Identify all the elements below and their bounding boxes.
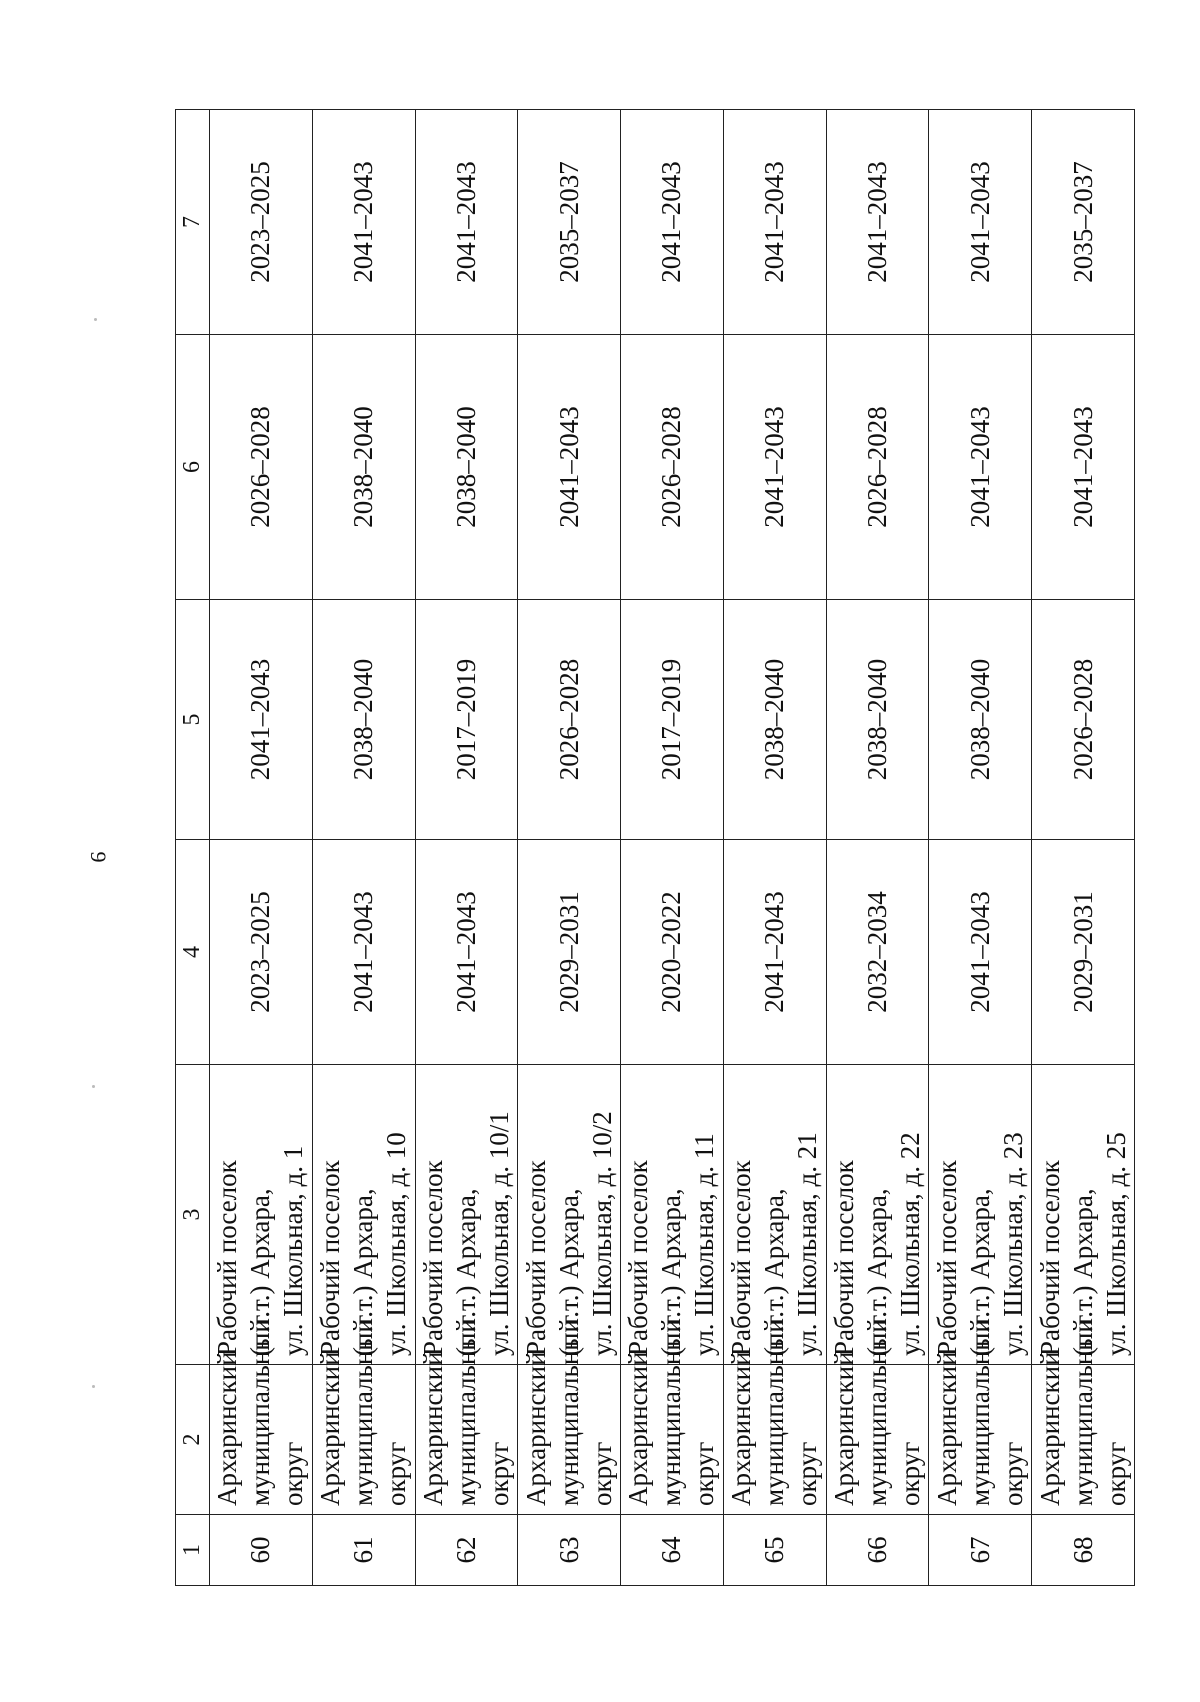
address-line: ул. Школьная, д. 10 (381, 1132, 412, 1356)
table-row (312, 110, 415, 1586)
address-line: ул. Школьная, д. 25 (1100, 1132, 1131, 1356)
address-line: (п.г.т.) Архара, (964, 1188, 995, 1356)
period-cell-6: 2041–2043 (518, 335, 621, 600)
municipality-line: округ (894, 1441, 925, 1506)
period-cell-7: 2041–2043 (723, 110, 826, 335)
address-line: ул. Школьная, д. 22 (894, 1132, 925, 1356)
row-number: 67 (929, 1515, 1032, 1586)
address-line: Рабочий поселок (520, 1160, 551, 1356)
address-line: ул. Школьная, д. 10/2 (586, 1111, 617, 1356)
period-cell-5: 2026–2028 (518, 600, 621, 840)
schedule-table (175, 109, 1135, 1586)
row-number: 61 (312, 1515, 415, 1586)
address-cell (929, 1065, 1032, 1365)
period-cell-4: 2020–2022 (621, 840, 724, 1065)
municipality-line: муниципальный (656, 1318, 687, 1506)
municipality-line: муниципальный (245, 1318, 276, 1506)
address-cell (312, 1065, 415, 1365)
municipality-cell (210, 1318, 313, 1515)
period-cell-6: 2041–2043 (1032, 335, 1135, 600)
column-header-7: 7 (176, 110, 210, 335)
municipality-line: округ (278, 1441, 309, 1506)
municipality-line: округ (1100, 1441, 1131, 1506)
period-cell-5: 2038–2040 (723, 600, 826, 840)
scan-speck (94, 318, 97, 321)
municipality-cell (312, 1318, 415, 1515)
period-cell-5: 2017–2019 (621, 600, 724, 840)
period-cell-7: 2041–2043 (929, 110, 1032, 335)
page-number: 9 (86, 851, 111, 863)
period-cell-4: 2029–2031 (1032, 840, 1135, 1065)
row-number: 60 (210, 1515, 313, 1586)
rotated-table-wrapper (175, 110, 1135, 1586)
period-cell-6: 2038–2040 (415, 335, 518, 600)
period-cell-6: 2026–2028 (210, 335, 313, 600)
municipality-line: округ (997, 1441, 1028, 1506)
period-cell-7: 2035–2037 (1032, 110, 1135, 335)
column-header-4: 4 (176, 840, 210, 1065)
row-number: 64 (621, 1515, 724, 1586)
municipality-line: муниципальный (450, 1318, 481, 1506)
period-cell-5: 2041–2043 (210, 600, 313, 840)
period-cell-4: 2029–2031 (518, 840, 621, 1065)
table-row (518, 110, 621, 1586)
scan-speck (92, 1085, 95, 1088)
row-number: 68 (1032, 1515, 1135, 1586)
period-cell-5: 2038–2040 (929, 600, 1032, 840)
period-cell-5: 2017–2019 (415, 600, 518, 840)
row-number: 62 (415, 1515, 518, 1586)
column-header-3: 3 (176, 1065, 210, 1365)
table-row (826, 110, 929, 1586)
address-cell (826, 1065, 929, 1365)
municipality-cell (826, 1318, 929, 1515)
municipality-line: округ (792, 1441, 823, 1506)
address-line: ул. Школьная, д. 10/1 (483, 1111, 514, 1356)
period-cell-4: 2041–2043 (312, 840, 415, 1065)
address-line: Рабочий поселок (315, 1160, 346, 1356)
address-line: (п.г.т.) Архара, (759, 1188, 790, 1356)
address-line: (п.г.т.) Архара, (348, 1188, 379, 1356)
municipality-line: муниципальный (348, 1318, 379, 1506)
address-line: (п.г.т.) Архара, (861, 1188, 892, 1356)
period-cell-5: 2038–2040 (312, 600, 415, 840)
address-line: ул. Школьная, д. 21 (792, 1132, 823, 1356)
address-line: Рабочий поселок (417, 1160, 448, 1356)
column-header-row (176, 110, 210, 1586)
table-row (723, 110, 826, 1586)
table-row (1032, 110, 1135, 1586)
address-cell (723, 1065, 826, 1365)
address-line: (п.г.т.) Архара, (1067, 1188, 1098, 1356)
municipality-line: муниципальный (759, 1318, 790, 1506)
period-cell-4: 2041–2043 (723, 840, 826, 1065)
period-cell-6: 2041–2043 (723, 335, 826, 600)
column-header-5: 5 (176, 600, 210, 840)
period-cell-4: 2023–2025 (210, 840, 313, 1065)
address-line: Рабочий поселок (828, 1160, 859, 1356)
municipality-line: округ (689, 1441, 720, 1506)
address-line: (п.г.т.) Архара, (245, 1188, 276, 1356)
municipality-line: Архаринский (828, 1351, 859, 1506)
municipality-cell (929, 1318, 1032, 1515)
address-line: (п.г.т.) Архара, (553, 1188, 584, 1356)
address-line: ул. Школьная, д. 23 (997, 1132, 1028, 1356)
municipality-line: Архаринский (623, 1351, 654, 1506)
column-header-1: 1 (176, 1515, 210, 1586)
address-line: Рабочий поселок (931, 1160, 962, 1356)
period-cell-7: 2041–2043 (312, 110, 415, 335)
period-cell-7: 2041–2043 (415, 110, 518, 335)
address-line: (п.г.т.) Архара, (656, 1188, 687, 1356)
municipality-line: Архаринский (417, 1351, 448, 1506)
municipality-line: Архаринский (520, 1351, 551, 1506)
row-number: 63 (518, 1515, 621, 1586)
period-cell-6: 2038–2040 (312, 335, 415, 600)
municipality-line: Архаринский (315, 1351, 346, 1506)
municipality-cell (415, 1318, 518, 1515)
municipality-cell (1032, 1318, 1135, 1515)
municipality-line: округ (381, 1441, 412, 1506)
address-line: (п.г.т.) Архара, (450, 1188, 481, 1356)
period-cell-6: 2041–2043 (929, 335, 1032, 600)
period-cell-7: 2041–2043 (826, 110, 929, 335)
period-cell-6: 2026–2028 (826, 335, 929, 600)
municipality-line: округ (586, 1441, 617, 1506)
address-line: Рабочий поселок (212, 1160, 243, 1356)
municipality-line: муниципальный (964, 1318, 995, 1506)
address-cell (1032, 1065, 1135, 1365)
period-cell-5: 2038–2040 (826, 600, 929, 840)
municipality-line: муниципальный (553, 1318, 584, 1506)
period-cell-5: 2026–2028 (1032, 600, 1135, 840)
municipality-line: Архаринский (212, 1351, 243, 1506)
period-cell-7: 2035–2037 (518, 110, 621, 335)
municipality-line: муниципальный (1067, 1318, 1098, 1506)
period-cell-7: 2023–2025 (210, 110, 313, 335)
period-cell-4: 2041–2043 (415, 840, 518, 1065)
period-cell-6: 2026–2028 (621, 335, 724, 600)
address-cell (621, 1065, 724, 1365)
row-number: 66 (826, 1515, 929, 1586)
municipality-line: муниципальный (861, 1318, 892, 1506)
column-header-6: 6 (176, 335, 210, 600)
period-cell-4: 2041–2043 (929, 840, 1032, 1065)
municipality-cell (621, 1318, 724, 1515)
period-cell-7: 2041–2043 (621, 110, 724, 335)
municipality-cell (723, 1318, 826, 1515)
municipality-line: Архаринский (1034, 1351, 1065, 1506)
table-row (929, 110, 1032, 1586)
municipality-line: Архаринский (726, 1351, 757, 1506)
address-cell (518, 1065, 621, 1365)
address-cell (415, 1065, 518, 1365)
municipality-line: округ (483, 1441, 514, 1506)
row-number: 65 (723, 1515, 826, 1586)
address-line: ул. Школьная, д. 11 (689, 1133, 720, 1356)
address-cell (210, 1065, 313, 1365)
municipality-cell (518, 1318, 621, 1515)
address-line: Рабочий поселок (726, 1160, 757, 1356)
address-line: Рабочий поселок (1034, 1160, 1065, 1356)
address-line: ул. Школьная, д. 1 (278, 1145, 309, 1356)
table-row (210, 110, 313, 1586)
municipality-line: Архаринский (931, 1351, 962, 1506)
period-cell-4: 2032–2034 (826, 840, 929, 1065)
table-row (415, 110, 518, 1586)
address-line: Рабочий поселок (623, 1160, 654, 1356)
scan-speck (92, 1385, 95, 1388)
column-header-2: 2 (176, 1365, 210, 1515)
table-row (621, 110, 724, 1586)
